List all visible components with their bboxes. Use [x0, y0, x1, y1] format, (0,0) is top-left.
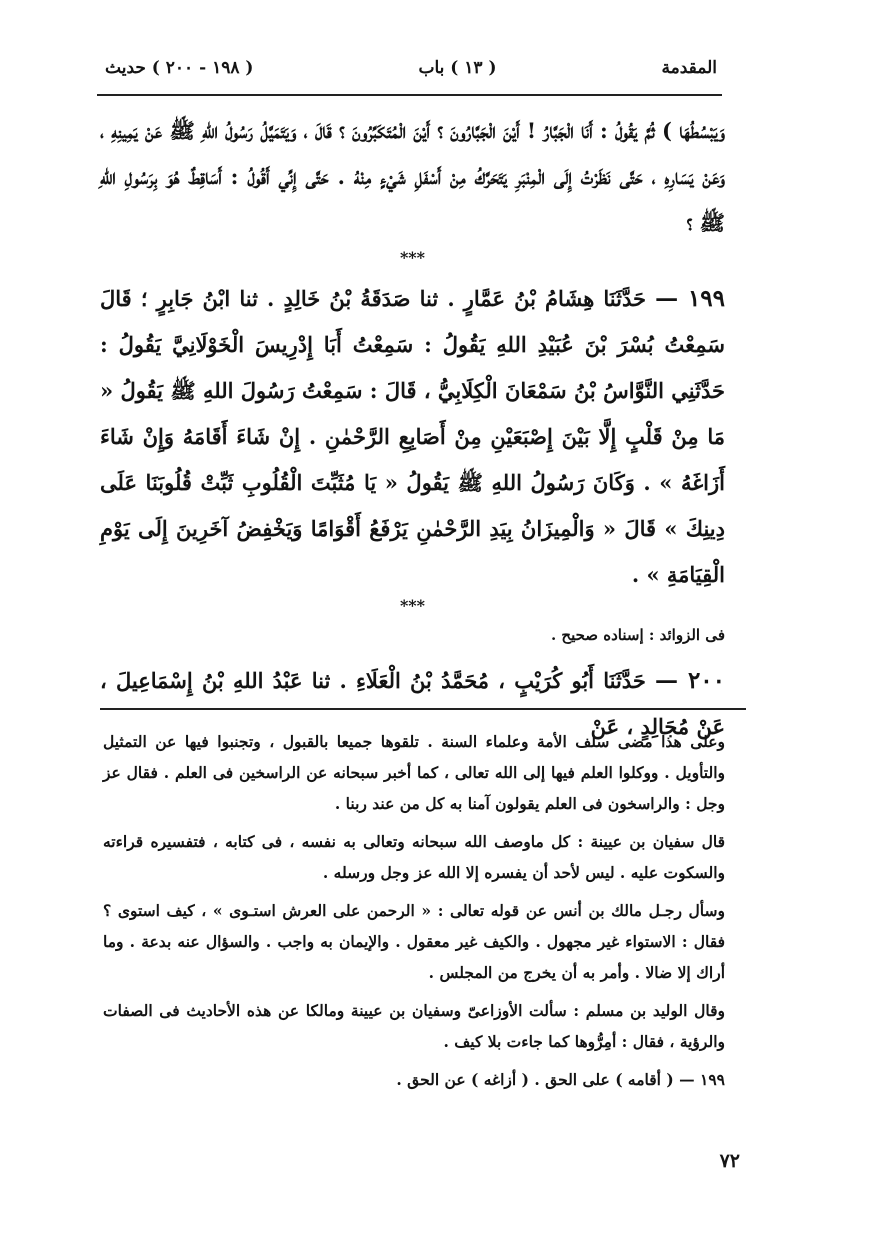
hadith-200-number: ٢٠٠ — [655, 667, 726, 694]
running-header [105, 50, 717, 86]
hadith-199 [100, 276, 725, 598]
footnote-1: وعلى هذا مضى سلف الأمة وعلماء السنة . تلقوها جميعا بالقبول ، وتجنبوا فيها عن التمثيل والتأويل . ووكلوا العلم فيها إلى الله تعالى ، كما أخبر سبحانه عن الراسخين فى العلم . فقال عز وجل : والراسخون فى العلم يقولون آمنا به كل من عند ربنا . [103, 732, 725, 813]
footnote-5: ١٩٩ — ( أقامه ) على الحق . ( أزاغه ) عن الحق . [396, 1070, 725, 1089]
footnote-3: وسأل رجـل مالك بن أنس عن قوله تعالى : « الرحمن على العرش استـوى » ، كيف استوى ؟ فقال : الاستواء غير مجهول . والكيف غير معقول . والإيمان به واجب . والسؤال عنه بدعة . وما أراك إلا ضالا . وأمر به أن يخرج من المجلس . [103, 901, 725, 982]
footnotes [103, 726, 725, 1102]
footnote-rule [100, 708, 746, 710]
separator-stars: *** [399, 248, 426, 267]
main-text [100, 108, 725, 750]
hadith-range: ( ١٩٨ - ٢٠٠ ) حديث [105, 58, 254, 78]
header-rule [97, 94, 722, 96]
footnote-2: قال سفيان بن عيينة : كل ماوصف الله سبحانه وتعالى به نفسه ، فى كتابه ، فتفسيره قراءته والسكوت عليه . ليس لأحد أن يفسره إلا الله عز وجل ورسله . [103, 832, 725, 882]
bab-number: ( ١٣ ) باب [418, 58, 497, 78]
chapter-title: المقدمة [661, 58, 717, 78]
footnote-4: وقال الوليد بن مسلم : سألت الأوزاعىّ وسفيان بن عيينة ومالكا عن هذه الأحاديث فى الصفات والرؤية ، فقال : أمِرُّوها كما جاءت بلا كيف . [103, 1001, 725, 1051]
hadith-198-continuation: وَيَبْسُطُهَا ) ثُمَّ يَقُولُ : أَنَا الْجَبَّارُ ! أَيْنَ الْجَبَّارُونَ ؟ أَيْنَ الْمُتَكَبِّرُونَ ؟ قَالَ ، وَيَتَمَيَّلُ رَسُولُ اللهِ ﷺ عَنْ يَمِينِهِ ، وَعَنْ يَسَارِهِ ، حَتَّى نَظَرْتُ إِلَى الْمِنْبَرِ يَتَحَرَّكُ مِنْ أَسْفَلِ شَيْءٍ مِنْهُ . حَتَّى إِنِّي أَقُولُ : أَسَاقِطٌ هُوَ بِرَسُولِ اللهِ ﷺ ؟ [100, 118, 725, 235]
hadith-199-text: حَدَّثَنَا هِشَامُ بْنُ عَمَّارٍ . ثنا صَدَقَةُ بْنُ خَالِدٍ . ثنا ابْنُ جَابِرٍ ؛ قَالَ سَمِعْتُ بُسْرَ بْنَ عُبَيْدِ اللهِ يَقُولُ : سَمِعْتُ أَبَا إِدْرِيسَ الْخَوْلَانِيَّ يَقُولُ : حَدَّثَنِي النَّوَّاسُ بْنُ سَمْعَانَ الْكِلَابِيُّ ، قَالَ : سَمِعْتُ رَسُولَ اللهِ ﷺ يَقُولُ « مَا مِنْ قَلْبٍ إِلَّا بَيْنَ إِصْبَعَيْنِ مِنْ أَصَابِعِ الرَّحْمٰنِ . إِنْ شَاءَ أَقَامَهُ وَإِنْ شَاءَ أَزَاغَهُ » . وَكَانَ رَسُولُ اللهِ ﷺ يَقُولُ « يَا مُثَبِّتَ الْقُلُوبِ ثَبِّتْ قُلُوبَنَا عَلَى دِينِكَ » قَالَ « وَالْمِيزَانُ بِيَدِ الرَّحْمٰنِ يَرْفَعُ أَقْوَامًا وَيَخْفِضُ آخَرِينَ إِلَى يَوْمِ الْقِيَامَةِ » . [100, 286, 725, 587]
page-number: ٧٢ [719, 1150, 740, 1172]
separator-stars-2: *** [399, 596, 426, 615]
zawaid-note: فى الزوائد : إسناده صحيح . [550, 626, 725, 644]
hadith-199-number: ١٩٩ — [655, 285, 725, 312]
hadith-200-text: حَدَّثَنَا أَبُو كُرَيْبٍ ، مُحَمَّدُ بْنُ الْعَلَاءِ . ثنا عَبْدُ اللهِ بْنُ إِسْمَاعِيلَ ، عَنْ مُجَالِدٍ ، عَنْ [100, 668, 725, 739]
